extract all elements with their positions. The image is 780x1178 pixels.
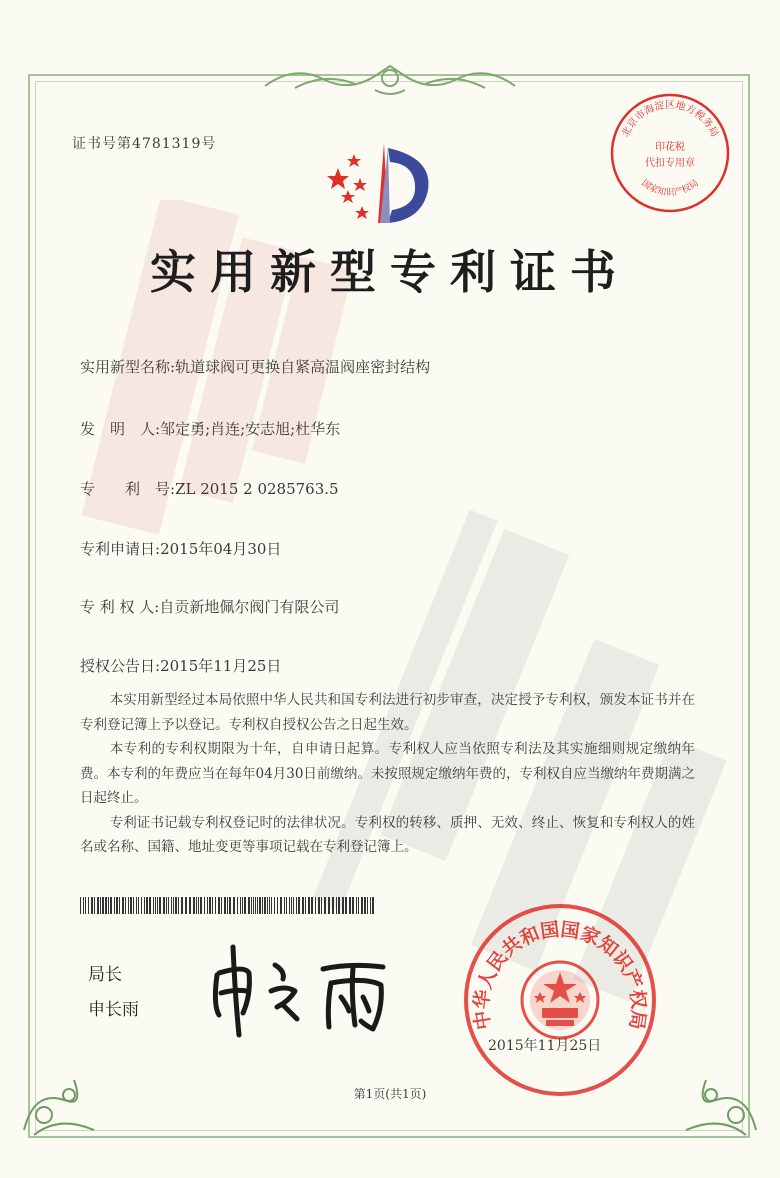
patent-office-logo-icon	[318, 128, 448, 238]
tax-stamp-line-2: 代扣专用章	[645, 158, 695, 169]
seal-date: 2015年11月25日	[488, 1038, 602, 1054]
body-paragraph: 本专利的专利权期限为十年，自申请日起算。专利权人应当依照专利法及其实施细则规定缴纳年费。本专利的年费应当在每年04月30日前缴纳。未按照规定缴纳年费的，专利权自应当缴纳年费期满之日起终止。	[80, 741, 695, 806]
field-value: 2015年11月25日	[160, 657, 282, 675]
field-grant-date	[80, 655, 281, 676]
official-seal	[460, 900, 660, 1100]
field-value: 邹定勇;肖连;安志旭;杜华东	[160, 420, 341, 438]
field-label: 专 利 权 人:	[80, 598, 160, 616]
seal-arc-text: 中华人民共和国国家知识产权局	[470, 918, 650, 1032]
tax-stamp-bottom-text: 国家知识产权局	[639, 178, 701, 199]
field-value: ZL 2015 2 0285763.5	[175, 480, 339, 498]
certificate-body	[80, 688, 695, 860]
tax-stamp	[605, 88, 735, 218]
certificate-title: 实用新型专利证书	[150, 245, 630, 299]
body-paragraph: 本实用新型经过本局依照中华人民共和国专利法进行初步审查，决定授予专利权，颁发本证书并在专利登记簿上予以登记。专利权自授权公告之日起生效。	[80, 692, 695, 733]
body-paragraph: 专利证书记载专利权登记时的法律状况。专利权的转移、质押、无效、终止、恢复和专利权人的姓名或名称、国籍、地址变更等事项记载在专利登记簿上。	[80, 814, 695, 855]
national-emblem-icon	[522, 962, 598, 1038]
field-application-date	[80, 538, 281, 559]
director-signature	[205, 935, 405, 1040]
field-label: 发 明 人:	[80, 420, 161, 438]
director-title: 局长	[88, 965, 122, 985]
director-name: 申长雨	[88, 1000, 139, 1020]
field-value: 2015年04月30日	[160, 540, 282, 558]
field-patentee	[80, 596, 339, 617]
field-inventors	[80, 418, 340, 439]
field-patent-number	[80, 478, 339, 499]
tax-stamp-line-1: 印花税	[655, 142, 685, 153]
field-label: 实用新型名称:	[80, 358, 176, 376]
field-utility-model-name	[80, 356, 430, 377]
certificate-number: 证书号第4781319号	[72, 136, 217, 152]
barcode	[80, 897, 375, 914]
tax-stamp-arc-text: 北京市海淀区地方税务局	[620, 100, 720, 139]
field-label: 授权公告日:	[80, 657, 161, 675]
field-value: 自贡新地佩尔阀门有限公司	[159, 598, 340, 616]
field-value: 轨道球阀可更换自紧高温阀座密封结构	[175, 358, 431, 376]
page-number: 第1页(共1页)	[353, 1087, 427, 1101]
top-ornament	[255, 58, 525, 98]
field-label: 专利申请日:	[80, 540, 161, 558]
field-label: 专 利 号:	[80, 480, 176, 498]
